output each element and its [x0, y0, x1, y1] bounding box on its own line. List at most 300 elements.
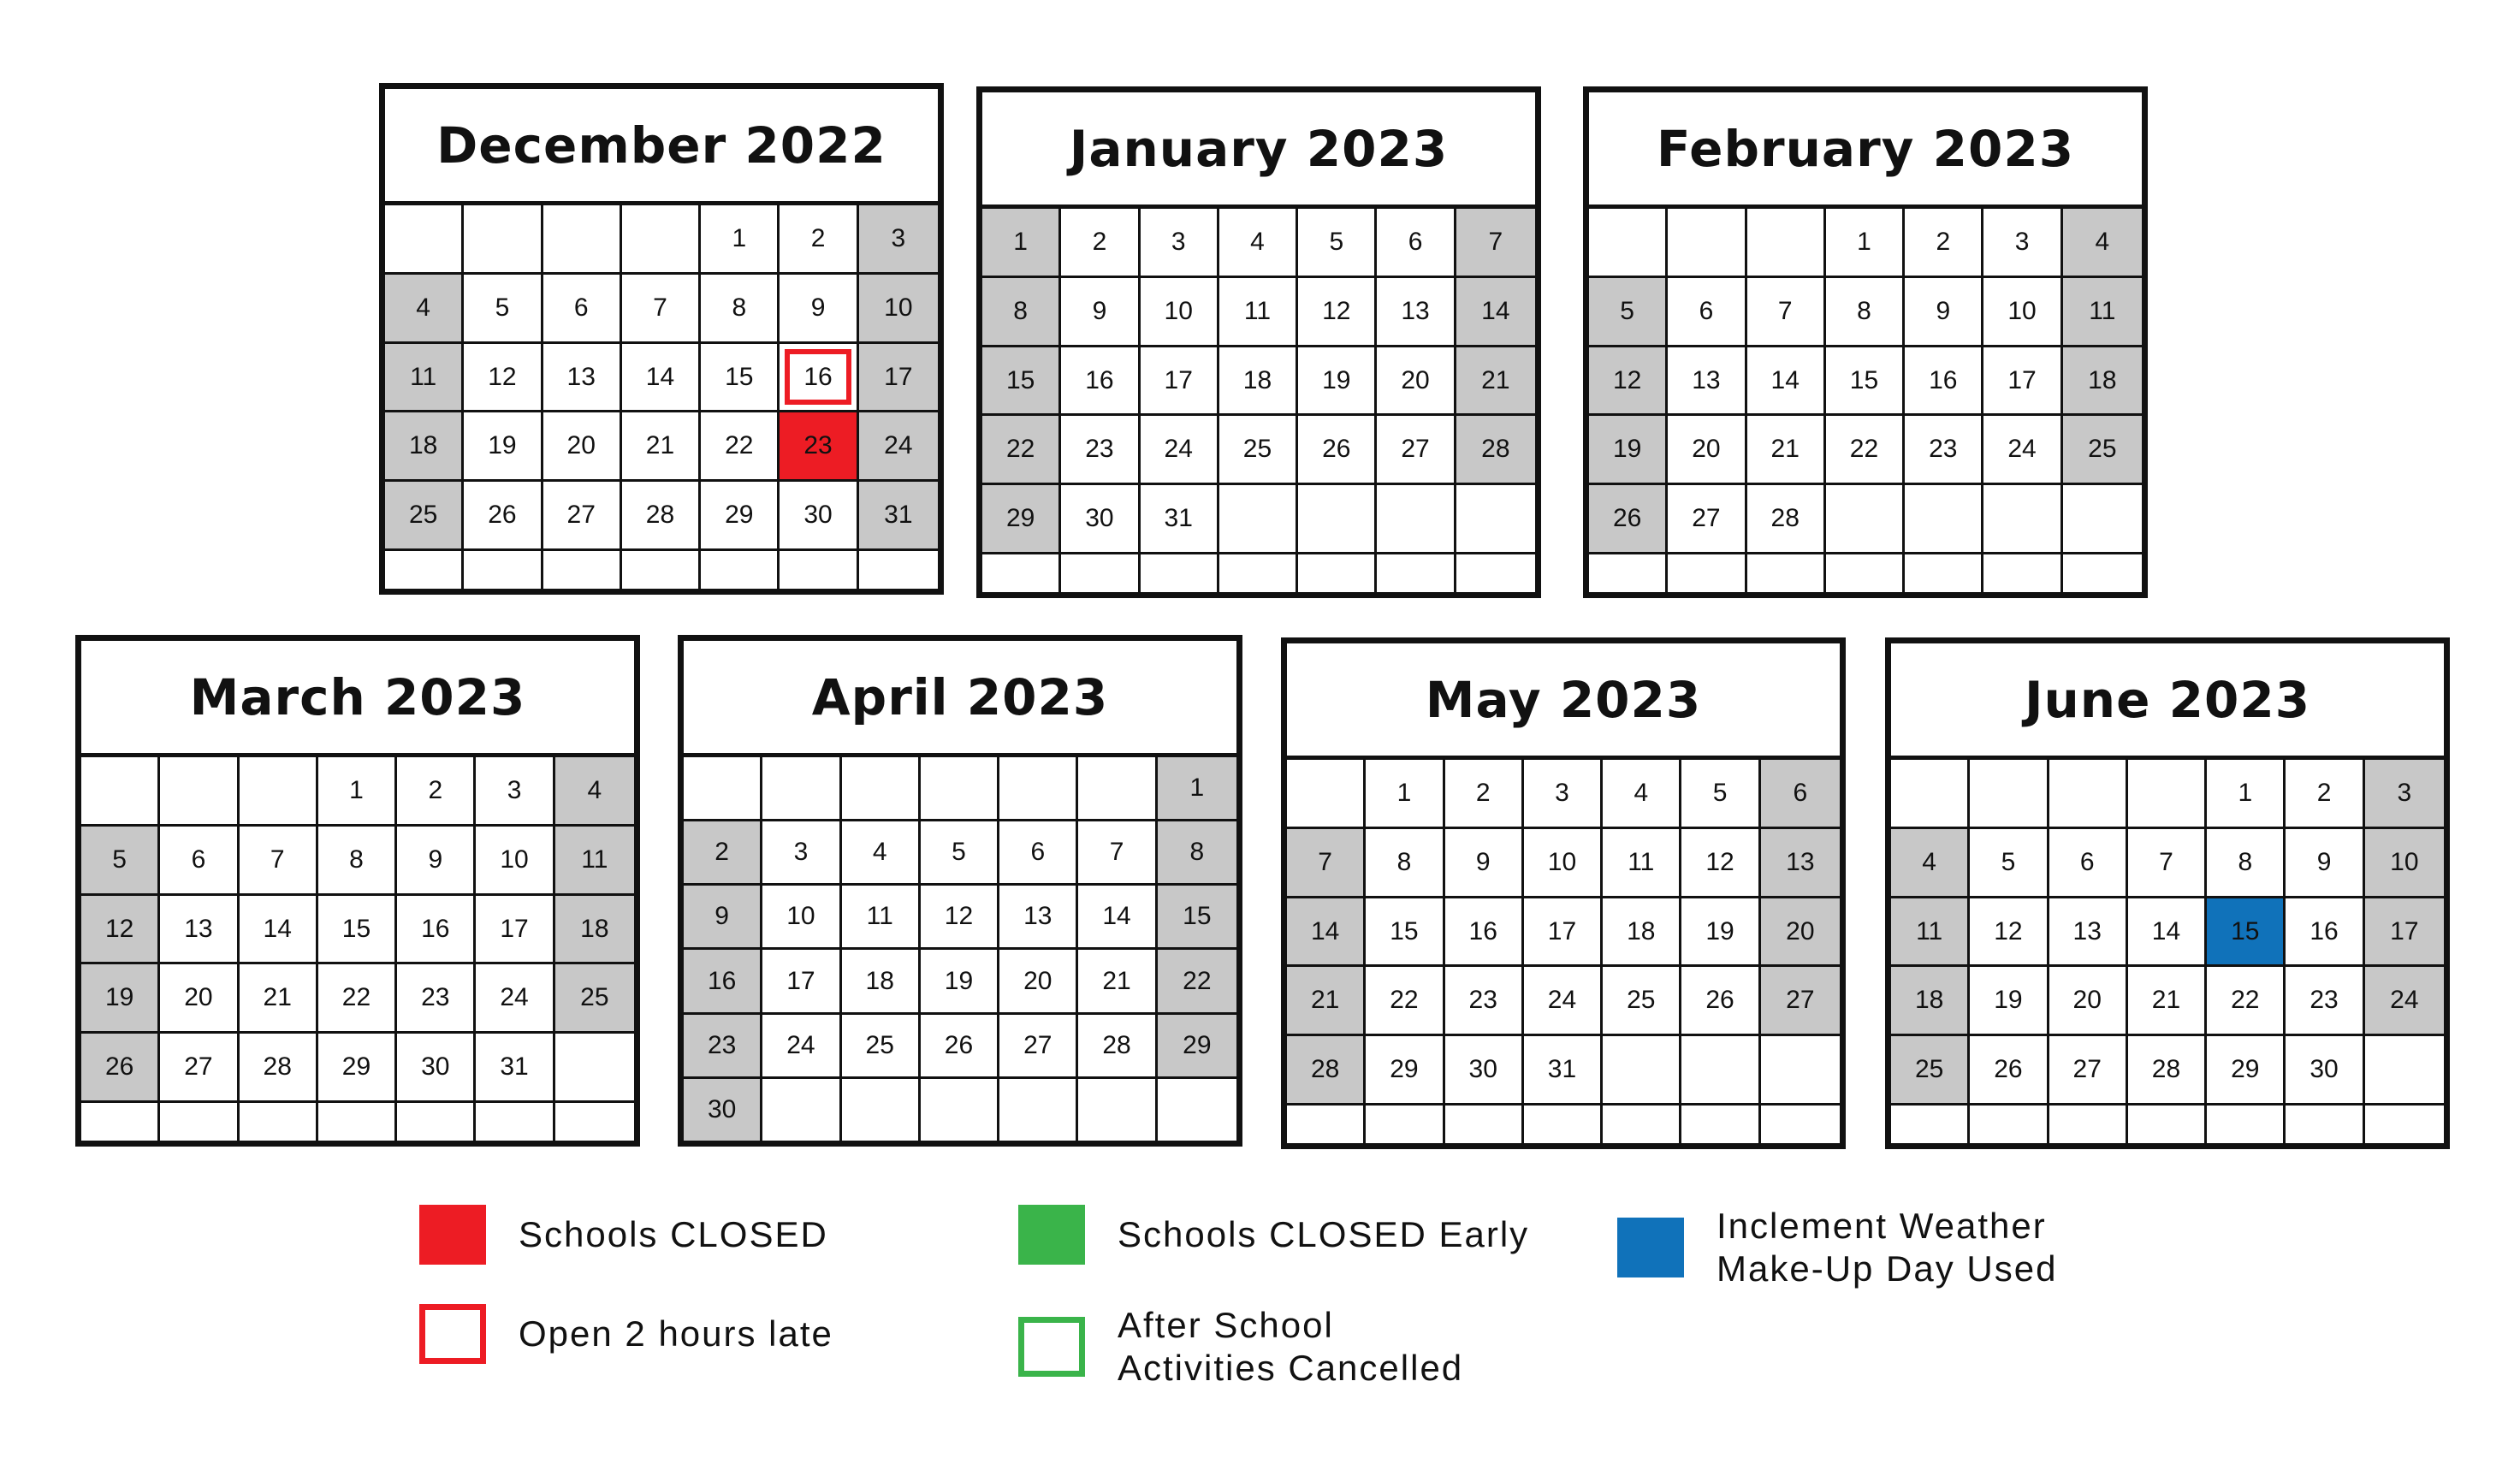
empty-cell — [1456, 485, 1535, 554]
empty-cell — [385, 551, 464, 589]
day-cell: 14 — [1747, 347, 1826, 417]
day-cell: 24 — [859, 412, 938, 482]
day-cell: 4 — [2063, 209, 2142, 278]
day-cell: 24 — [2365, 967, 2444, 1036]
empty-cell — [1826, 554, 1905, 592]
day-cell: 14 — [240, 896, 318, 965]
empty-cell — [1078, 757, 1157, 821]
day-cell: 30 — [397, 1034, 476, 1103]
day-cell: 20 — [160, 964, 239, 1034]
empty-cell — [2049, 1106, 2128, 1143]
legend-activities-cancelled — [1018, 1304, 1463, 1390]
day-cell: 18 — [385, 412, 464, 482]
day-cell: 5 — [464, 275, 543, 344]
empty-cell — [1681, 1106, 1760, 1143]
empty-cell — [1603, 1106, 1681, 1143]
day-cell: 2 — [1905, 209, 1983, 278]
empty-cell — [240, 757, 318, 827]
activities-cancelled-swatch — [1018, 1317, 1085, 1377]
empty-cell — [318, 1103, 397, 1141]
legend-closed-early-label: Schools CLOSED Early — [1118, 1214, 1530, 1254]
empty-cell — [1298, 554, 1377, 592]
day-cell: 6 — [1668, 278, 1746, 347]
day-cell: 25 — [385, 482, 464, 551]
day-cell: 4 — [555, 757, 634, 827]
day-cell: 16 — [684, 950, 762, 1014]
empty-cell — [1747, 209, 1826, 278]
day-cell: 9 — [397, 827, 476, 896]
calendar-dec-2022 — [379, 83, 944, 595]
day-cell: 3 — [1983, 209, 2062, 278]
day-cell: 4 — [1891, 829, 1970, 898]
day-cell: 17 — [476, 896, 554, 965]
day-cell: 30 — [1061, 485, 1140, 554]
day-cell: 31 — [1524, 1036, 1603, 1106]
day-cell: 8 — [982, 278, 1061, 347]
day-cell: 18 — [555, 896, 634, 965]
day-cell: 2 — [780, 205, 858, 275]
late-swatch — [419, 1304, 486, 1364]
empty-cell — [2128, 1106, 2207, 1143]
day-cell: 21 — [240, 964, 318, 1034]
day-cell: 9 — [1445, 829, 1524, 898]
day-cell: 4 — [842, 821, 921, 886]
day-cell: 6 — [543, 275, 622, 344]
day-cell: 26 — [1298, 416, 1377, 485]
empty-cell — [1287, 760, 1366, 829]
empty-cell — [1747, 554, 1826, 592]
empty-cell — [1141, 554, 1219, 592]
day-cell: 24 — [1524, 967, 1603, 1036]
empty-cell — [982, 554, 1061, 592]
day-cell: 26 — [464, 482, 543, 551]
empty-cell — [1078, 1079, 1157, 1141]
empty-cell — [476, 1103, 554, 1141]
day-cell: 4 — [385, 275, 464, 344]
day-cell: 23 — [780, 412, 858, 482]
day-cell: 20 — [1761, 898, 1840, 968]
empty-cell — [2365, 1036, 2444, 1106]
day-cell: 31 — [859, 482, 938, 551]
closed-early-swatch — [1018, 1205, 1085, 1265]
empty-cell — [240, 1103, 318, 1141]
day-grid — [684, 757, 1236, 1141]
day-cell: 22 — [318, 964, 397, 1034]
day-cell: 22 — [1158, 950, 1236, 1014]
day-cell: 1 — [2207, 760, 2286, 829]
day-cell: 11 — [842, 886, 921, 950]
empty-cell — [1219, 485, 1298, 554]
day-cell: 21 — [1078, 950, 1157, 1014]
day-cell: 16 — [397, 896, 476, 965]
calendar-may-2023 — [1281, 637, 1846, 1149]
empty-cell — [622, 551, 701, 589]
day-cell: 3 — [762, 821, 841, 886]
month-title: April 2023 — [684, 641, 1236, 757]
day-cell: 12 — [81, 896, 160, 965]
day-cell: 19 — [464, 412, 543, 482]
day-grid — [1891, 760, 2444, 1143]
empty-cell — [1366, 1106, 1444, 1143]
day-cell: 9 — [684, 886, 762, 950]
day-cell: 9 — [2286, 829, 2364, 898]
empty-cell — [999, 757, 1078, 821]
day-cell: 23 — [684, 1015, 762, 1079]
empty-cell — [1891, 760, 1970, 829]
day-cell: 11 — [1219, 278, 1298, 347]
day-cell: 13 — [1377, 278, 1456, 347]
day-cell: 11 — [385, 344, 464, 413]
day-cell: 21 — [622, 412, 701, 482]
legend-late — [419, 1304, 833, 1364]
day-cell: 10 — [1141, 278, 1219, 347]
day-cell: 26 — [1970, 1036, 2049, 1106]
day-cell: 22 — [701, 412, 780, 482]
empty-cell — [684, 757, 762, 821]
day-cell: 22 — [1826, 416, 1905, 485]
day-cell: 13 — [1668, 347, 1746, 417]
day-cell: 15 — [982, 347, 1061, 417]
day-cell: 19 — [81, 964, 160, 1034]
day-cell: 3 — [1524, 760, 1603, 829]
day-cell: 6 — [1761, 760, 1840, 829]
day-cell: 27 — [1377, 416, 1456, 485]
day-cell: 3 — [1141, 209, 1219, 278]
day-cell: 1 — [318, 757, 397, 827]
legend-closed — [419, 1205, 828, 1265]
day-cell: 21 — [1287, 967, 1366, 1036]
month-title: December 2022 — [385, 89, 938, 205]
empty-cell — [81, 757, 160, 827]
day-cell: 20 — [1668, 416, 1746, 485]
day-cell: 12 — [1589, 347, 1668, 417]
day-cell: 18 — [1219, 347, 1298, 417]
day-cell: 26 — [921, 1015, 999, 1079]
closed-swatch — [419, 1205, 486, 1265]
day-cell: 19 — [1298, 347, 1377, 417]
day-cell: 10 — [1983, 278, 2062, 347]
day-cell: 7 — [2128, 829, 2207, 898]
empty-cell — [2128, 760, 2207, 829]
day-cell: 10 — [476, 827, 554, 896]
day-cell: 28 — [2128, 1036, 2207, 1106]
day-cell: 7 — [1078, 821, 1157, 886]
day-cell: 1 — [982, 209, 1061, 278]
day-cell: 14 — [1078, 886, 1157, 950]
day-cell: 2 — [1445, 760, 1524, 829]
day-cell: 22 — [2207, 967, 2286, 1036]
empty-cell — [543, 551, 622, 589]
day-cell: 10 — [762, 886, 841, 950]
day-cell: 7 — [1747, 278, 1826, 347]
day-cell: 27 — [543, 482, 622, 551]
day-cell: 16 — [1905, 347, 1983, 417]
day-cell: 10 — [859, 275, 938, 344]
day-cell: 30 — [1445, 1036, 1524, 1106]
empty-cell — [842, 1079, 921, 1141]
day-cell: 19 — [1589, 416, 1668, 485]
empty-cell — [464, 551, 543, 589]
month-title: January 2023 — [982, 92, 1535, 209]
day-cell: 12 — [1298, 278, 1377, 347]
day-cell: 29 — [2207, 1036, 2286, 1106]
empty-cell — [555, 1103, 634, 1141]
day-cell: 11 — [555, 827, 634, 896]
empty-cell — [1287, 1106, 1366, 1143]
day-cell: 23 — [1061, 416, 1140, 485]
day-cell: 8 — [701, 275, 780, 344]
month-title: March 2023 — [81, 641, 634, 757]
day-cell: 23 — [2286, 967, 2364, 1036]
day-cell: 25 — [1219, 416, 1298, 485]
legend-makeup-label: Inclement Weather Make-Up Day Used — [1717, 1206, 2058, 1289]
day-cell: 1 — [1366, 760, 1444, 829]
day-cell: 25 — [1603, 967, 1681, 1036]
day-grid — [81, 757, 634, 1141]
day-cell: 7 — [240, 827, 318, 896]
legend-closed-early — [1018, 1205, 1529, 1265]
day-cell: 10 — [2365, 829, 2444, 898]
day-cell: 11 — [1891, 898, 1970, 968]
empty-cell — [81, 1103, 160, 1141]
empty-cell — [1970, 760, 2049, 829]
day-cell: 26 — [1589, 485, 1668, 554]
empty-cell — [859, 551, 938, 589]
day-cell: 15 — [2207, 898, 2286, 968]
makeup-swatch — [1617, 1218, 1684, 1277]
day-cell: 8 — [1826, 278, 1905, 347]
empty-cell — [1983, 554, 2062, 592]
day-cell: 25 — [1891, 1036, 1970, 1106]
day-cell: 17 — [1524, 898, 1603, 968]
day-cell: 27 — [1668, 485, 1746, 554]
day-cell: 21 — [1747, 416, 1826, 485]
day-cell: 26 — [1681, 967, 1760, 1036]
day-cell: 27 — [160, 1034, 239, 1103]
day-grid — [385, 205, 938, 589]
day-cell: 9 — [1905, 278, 1983, 347]
day-cell: 3 — [2365, 760, 2444, 829]
day-cell: 14 — [1287, 898, 1366, 968]
day-cell: 19 — [1681, 898, 1760, 968]
day-cell: 13 — [999, 886, 1078, 950]
legend-late-label: Open 2 hours late — [519, 1313, 833, 1354]
day-cell: 21 — [1456, 347, 1535, 417]
day-cell: 2 — [1061, 209, 1140, 278]
empty-cell — [1589, 554, 1668, 592]
empty-cell — [1524, 1106, 1603, 1143]
day-cell: 1 — [1826, 209, 1905, 278]
day-cell: 28 — [240, 1034, 318, 1103]
calendar-mar-2023 — [75, 635, 640, 1147]
day-cell: 29 — [701, 482, 780, 551]
day-cell: 15 — [1366, 898, 1444, 968]
day-cell: 25 — [555, 964, 634, 1034]
day-cell: 29 — [1158, 1015, 1236, 1079]
empty-cell — [2063, 554, 2142, 592]
day-cell: 28 — [1287, 1036, 1366, 1106]
day-cell: 24 — [762, 1015, 841, 1079]
day-cell: 16 — [2286, 898, 2364, 968]
day-cell: 12 — [1681, 829, 1760, 898]
calendar-feb-2023 — [1583, 86, 2148, 598]
empty-cell — [1668, 554, 1746, 592]
day-cell: 29 — [1366, 1036, 1444, 1106]
day-cell: 24 — [1141, 416, 1219, 485]
day-cell: 31 — [476, 1034, 554, 1103]
day-cell: 16 — [1061, 347, 1140, 417]
empty-cell — [160, 757, 239, 827]
day-cell: 30 — [684, 1079, 762, 1141]
day-cell: 29 — [318, 1034, 397, 1103]
calendar-apr-2023 — [678, 635, 1242, 1147]
day-cell: 22 — [1366, 967, 1444, 1036]
day-cell: 27 — [2049, 1036, 2128, 1106]
day-cell: 27 — [999, 1015, 1078, 1079]
empty-cell — [397, 1103, 476, 1141]
day-cell: 9 — [780, 275, 858, 344]
day-cell: 17 — [1141, 347, 1219, 417]
day-cell: 19 — [1970, 967, 2049, 1036]
empty-cell — [1826, 485, 1905, 554]
day-cell: 13 — [160, 896, 239, 965]
day-cell: 14 — [622, 344, 701, 413]
empty-cell — [1905, 485, 1983, 554]
empty-cell — [1970, 1106, 2049, 1143]
day-cell: 7 — [1287, 829, 1366, 898]
empty-cell — [701, 551, 780, 589]
day-cell: 5 — [1970, 829, 2049, 898]
empty-cell — [2365, 1106, 2444, 1143]
day-cell: 11 — [2063, 278, 2142, 347]
empty-cell — [1377, 554, 1456, 592]
empty-cell — [762, 1079, 841, 1141]
day-cell: 18 — [842, 950, 921, 1014]
day-cell: 14 — [1456, 278, 1535, 347]
day-cell: 13 — [2049, 898, 2128, 968]
day-cell: 16 — [780, 344, 858, 413]
day-cell: 5 — [1298, 209, 1377, 278]
day-cell: 16 — [1445, 898, 1524, 968]
day-cell: 12 — [464, 344, 543, 413]
empty-cell — [1681, 1036, 1760, 1106]
day-cell: 5 — [921, 821, 999, 886]
day-cell: 28 — [1078, 1015, 1157, 1079]
day-cell: 10 — [1524, 829, 1603, 898]
empty-cell — [1298, 485, 1377, 554]
day-cell: 6 — [2049, 829, 2128, 898]
month-title: February 2023 — [1589, 92, 2142, 209]
legend-makeup — [1617, 1205, 2057, 1290]
empty-cell — [555, 1034, 634, 1103]
day-cell: 30 — [780, 482, 858, 551]
day-cell: 17 — [1983, 347, 2062, 417]
empty-cell — [1905, 554, 1983, 592]
day-grid — [982, 209, 1535, 592]
day-cell: 5 — [1589, 278, 1668, 347]
day-cell: 8 — [1366, 829, 1444, 898]
day-cell: 21 — [2128, 967, 2207, 1036]
day-cell: 18 — [1891, 967, 1970, 1036]
empty-cell — [2049, 760, 2128, 829]
day-cell: 4 — [1603, 760, 1681, 829]
day-cell: 25 — [2063, 416, 2142, 485]
empty-cell — [842, 757, 921, 821]
empty-cell — [543, 205, 622, 275]
empty-cell — [1456, 554, 1535, 592]
day-cell: 23 — [1445, 967, 1524, 1036]
day-cell: 7 — [1456, 209, 1535, 278]
day-cell: 3 — [476, 757, 554, 827]
day-cell: 8 — [2207, 829, 2286, 898]
calendar-jan-2023 — [976, 86, 1541, 598]
day-cell: 6 — [999, 821, 1078, 886]
day-cell: 23 — [1905, 416, 1983, 485]
day-cell: 6 — [160, 827, 239, 896]
day-cell: 28 — [1456, 416, 1535, 485]
day-cell: 6 — [1377, 209, 1456, 278]
empty-cell — [1219, 554, 1298, 592]
empty-cell — [1891, 1106, 1970, 1143]
day-cell: 19 — [921, 950, 999, 1014]
empty-cell — [1983, 485, 2062, 554]
day-cell: 18 — [1603, 898, 1681, 968]
empty-cell — [385, 205, 464, 275]
day-cell: 22 — [982, 416, 1061, 485]
day-cell: 9 — [1061, 278, 1140, 347]
empty-cell — [1603, 1036, 1681, 1106]
day-cell: 3 — [859, 205, 938, 275]
day-cell: 5 — [1681, 760, 1760, 829]
empty-cell — [1589, 209, 1668, 278]
empty-cell — [1761, 1106, 1840, 1143]
day-cell: 2 — [397, 757, 476, 827]
day-cell: 15 — [701, 344, 780, 413]
empty-cell — [2286, 1106, 2364, 1143]
day-cell: 20 — [2049, 967, 2128, 1036]
day-cell: 8 — [1158, 821, 1236, 886]
day-cell: 20 — [543, 412, 622, 482]
empty-cell — [2207, 1106, 2286, 1143]
day-cell: 14 — [2128, 898, 2207, 968]
day-cell: 5 — [81, 827, 160, 896]
day-cell: 7 — [622, 275, 701, 344]
day-cell: 2 — [684, 821, 762, 886]
day-cell: 27 — [1761, 967, 1840, 1036]
empty-cell — [1061, 554, 1140, 592]
day-grid — [1287, 760, 1840, 1143]
empty-cell — [780, 551, 858, 589]
day-cell: 15 — [1158, 886, 1236, 950]
empty-cell — [464, 205, 543, 275]
empty-cell — [762, 757, 841, 821]
day-cell: 4 — [1219, 209, 1298, 278]
day-cell: 12 — [921, 886, 999, 950]
empty-cell — [921, 1079, 999, 1141]
day-cell: 26 — [81, 1034, 160, 1103]
day-cell: 1 — [1158, 757, 1236, 821]
day-cell: 25 — [842, 1015, 921, 1079]
day-cell: 28 — [622, 482, 701, 551]
empty-cell — [921, 757, 999, 821]
day-cell: 31 — [1141, 485, 1219, 554]
day-cell: 18 — [2063, 347, 2142, 417]
empty-cell — [1445, 1106, 1524, 1143]
empty-cell — [1668, 209, 1746, 278]
day-cell: 23 — [397, 964, 476, 1034]
day-cell: 15 — [318, 896, 397, 965]
day-cell: 28 — [1747, 485, 1826, 554]
